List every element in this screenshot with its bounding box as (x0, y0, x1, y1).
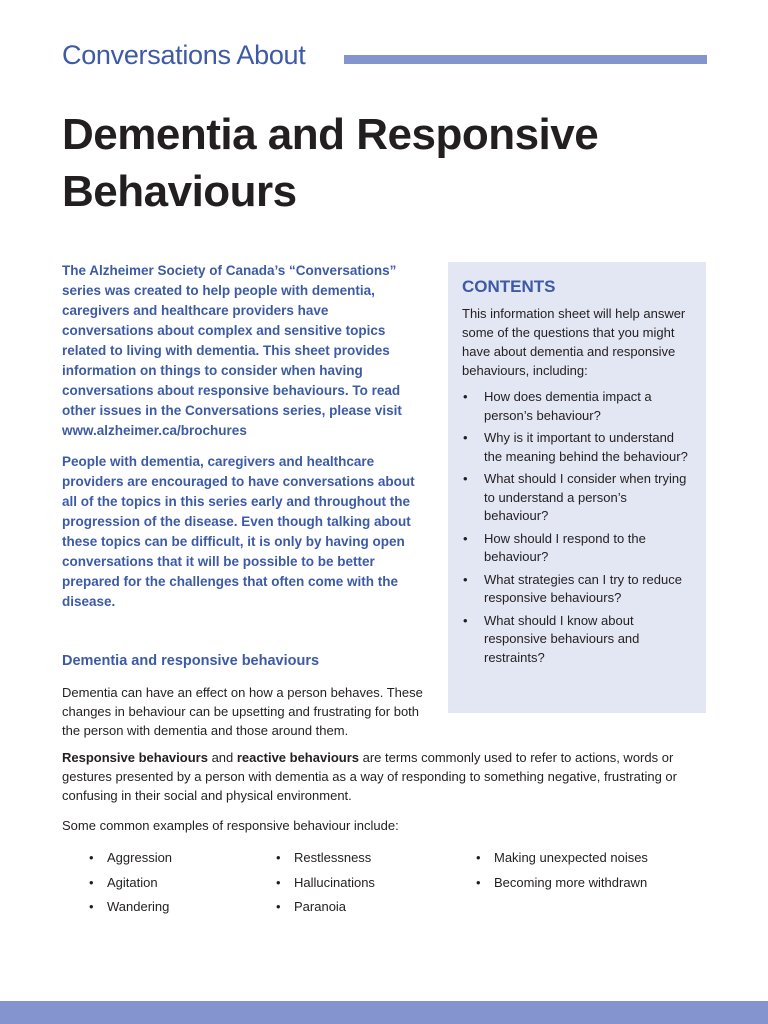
section-paragraph-2 (62, 748, 707, 805)
footer-band (0, 1001, 768, 1024)
bullet-icon: • (463, 430, 468, 445)
contents-item-text: What should I know about responsive behaviours and restraints? (484, 612, 640, 665)
header-rule (344, 55, 707, 64)
contents-item-text: How does dementia impact a person’s behaviour? (484, 389, 652, 423)
section-heading: Dementia and responsive behaviours (62, 653, 320, 669)
contents-list (462, 388, 692, 667)
example-text: Hallucinations (294, 874, 375, 890)
bullet-icon: • (463, 612, 468, 628)
contents-item (462, 612, 692, 668)
example-item (476, 846, 648, 871)
intro-paragraph-2: People with dementia, caregivers and healthcare providers are encouraged to have conversations about all of the topics in this series early and throughout the progression of the disease. Even though talking about these topics can be difficult, it is only by having open conversations that it will be possible to be better prepared for the challenges that often come with the disease. (62, 454, 415, 609)
contents-item-text: Why is it important to understand the meaning behind the behaviour? (484, 430, 688, 464)
section-paragraph-2-rest: are terms commonly used to refer to actions, words or gestures presented by a person with dementia as a way of responding to something negative, frustrating or confusing in their social and physical environment. (62, 750, 677, 803)
contents-item (462, 388, 692, 425)
example-text: Becoming more withdrawn (494, 874, 648, 890)
bullet-icon: • (276, 850, 281, 865)
and-text: and (207, 750, 237, 765)
series-title: Conversations About (62, 40, 306, 70)
contents-item (462, 530, 692, 567)
example-item (276, 846, 375, 871)
bullet-icon: • (276, 899, 281, 914)
example-text: Aggression (107, 850, 173, 865)
example-text: Paranoia (294, 899, 347, 914)
example-item (89, 846, 172, 871)
bullet-icon: • (476, 874, 481, 890)
example-item (476, 871, 648, 896)
examples-column-1 (89, 846, 172, 920)
bullet-icon: • (463, 571, 468, 587)
contents-item-text: What strategies can I try to reduce responsive behaviours? (484, 571, 682, 605)
series-header (62, 40, 707, 74)
examples-column-2 (276, 846, 375, 920)
example-text: Restlessness (294, 850, 372, 865)
examples-column-3 (476, 846, 648, 895)
example-item (89, 871, 172, 896)
bullet-icon: • (463, 530, 468, 546)
term-reactive-behaviours: reactive behaviours (236, 750, 359, 765)
example-text: Wandering (107, 899, 170, 914)
contents-item (462, 571, 692, 608)
bullet-icon: • (463, 389, 468, 404)
section-paragraph-3: Some common examples of responsive behaviour include: (62, 818, 399, 833)
section-paragraph-1: Dementia can have an effect on how a person behaves. These changes in behaviour can be upsetting and frustrating for both the person with dementia and those around them. (62, 685, 423, 738)
contents-item-text: How should I respond to the behaviour? (484, 530, 646, 564)
contents-heading: CONTENTS (462, 277, 556, 296)
contents-item (462, 470, 692, 526)
bullet-icon: • (463, 471, 468, 486)
contents-box (448, 262, 706, 713)
page-title: Dementia and Responsive Behaviours (62, 110, 599, 216)
contents-item-text: What should I consider when trying to understand a person’s behaviour? (484, 471, 687, 523)
example-item (276, 895, 375, 920)
contents-intro: This information sheet will help answer some of the questions that you might have about dementia and responsive behaviours, including: (462, 306, 686, 378)
contents-item (462, 429, 692, 466)
example-text: Making unexpected noises (494, 850, 648, 865)
bullet-icon: • (276, 874, 281, 890)
bullet-icon: • (89, 874, 94, 890)
example-text: Agitation (107, 874, 158, 890)
intro-paragraph-1: The Alzheimer Society of Canada’s “Conversations” series was created to help people with dementia, caregivers and healthcare providers have conversations about complex and sensitive topics related to living with dementia. This sheet provides information on things to consider when having conversations about responsive behaviours. To read other issues in the Conversations series, please visit www.alzheimer.ca/brochures (62, 263, 402, 438)
bullet-icon: • (476, 850, 481, 865)
bullet-icon: • (89, 850, 94, 865)
example-item (89, 895, 172, 920)
term-responsive-behaviours: Responsive behaviours (62, 750, 208, 765)
example-item (276, 871, 375, 896)
bullet-icon: • (89, 899, 94, 914)
